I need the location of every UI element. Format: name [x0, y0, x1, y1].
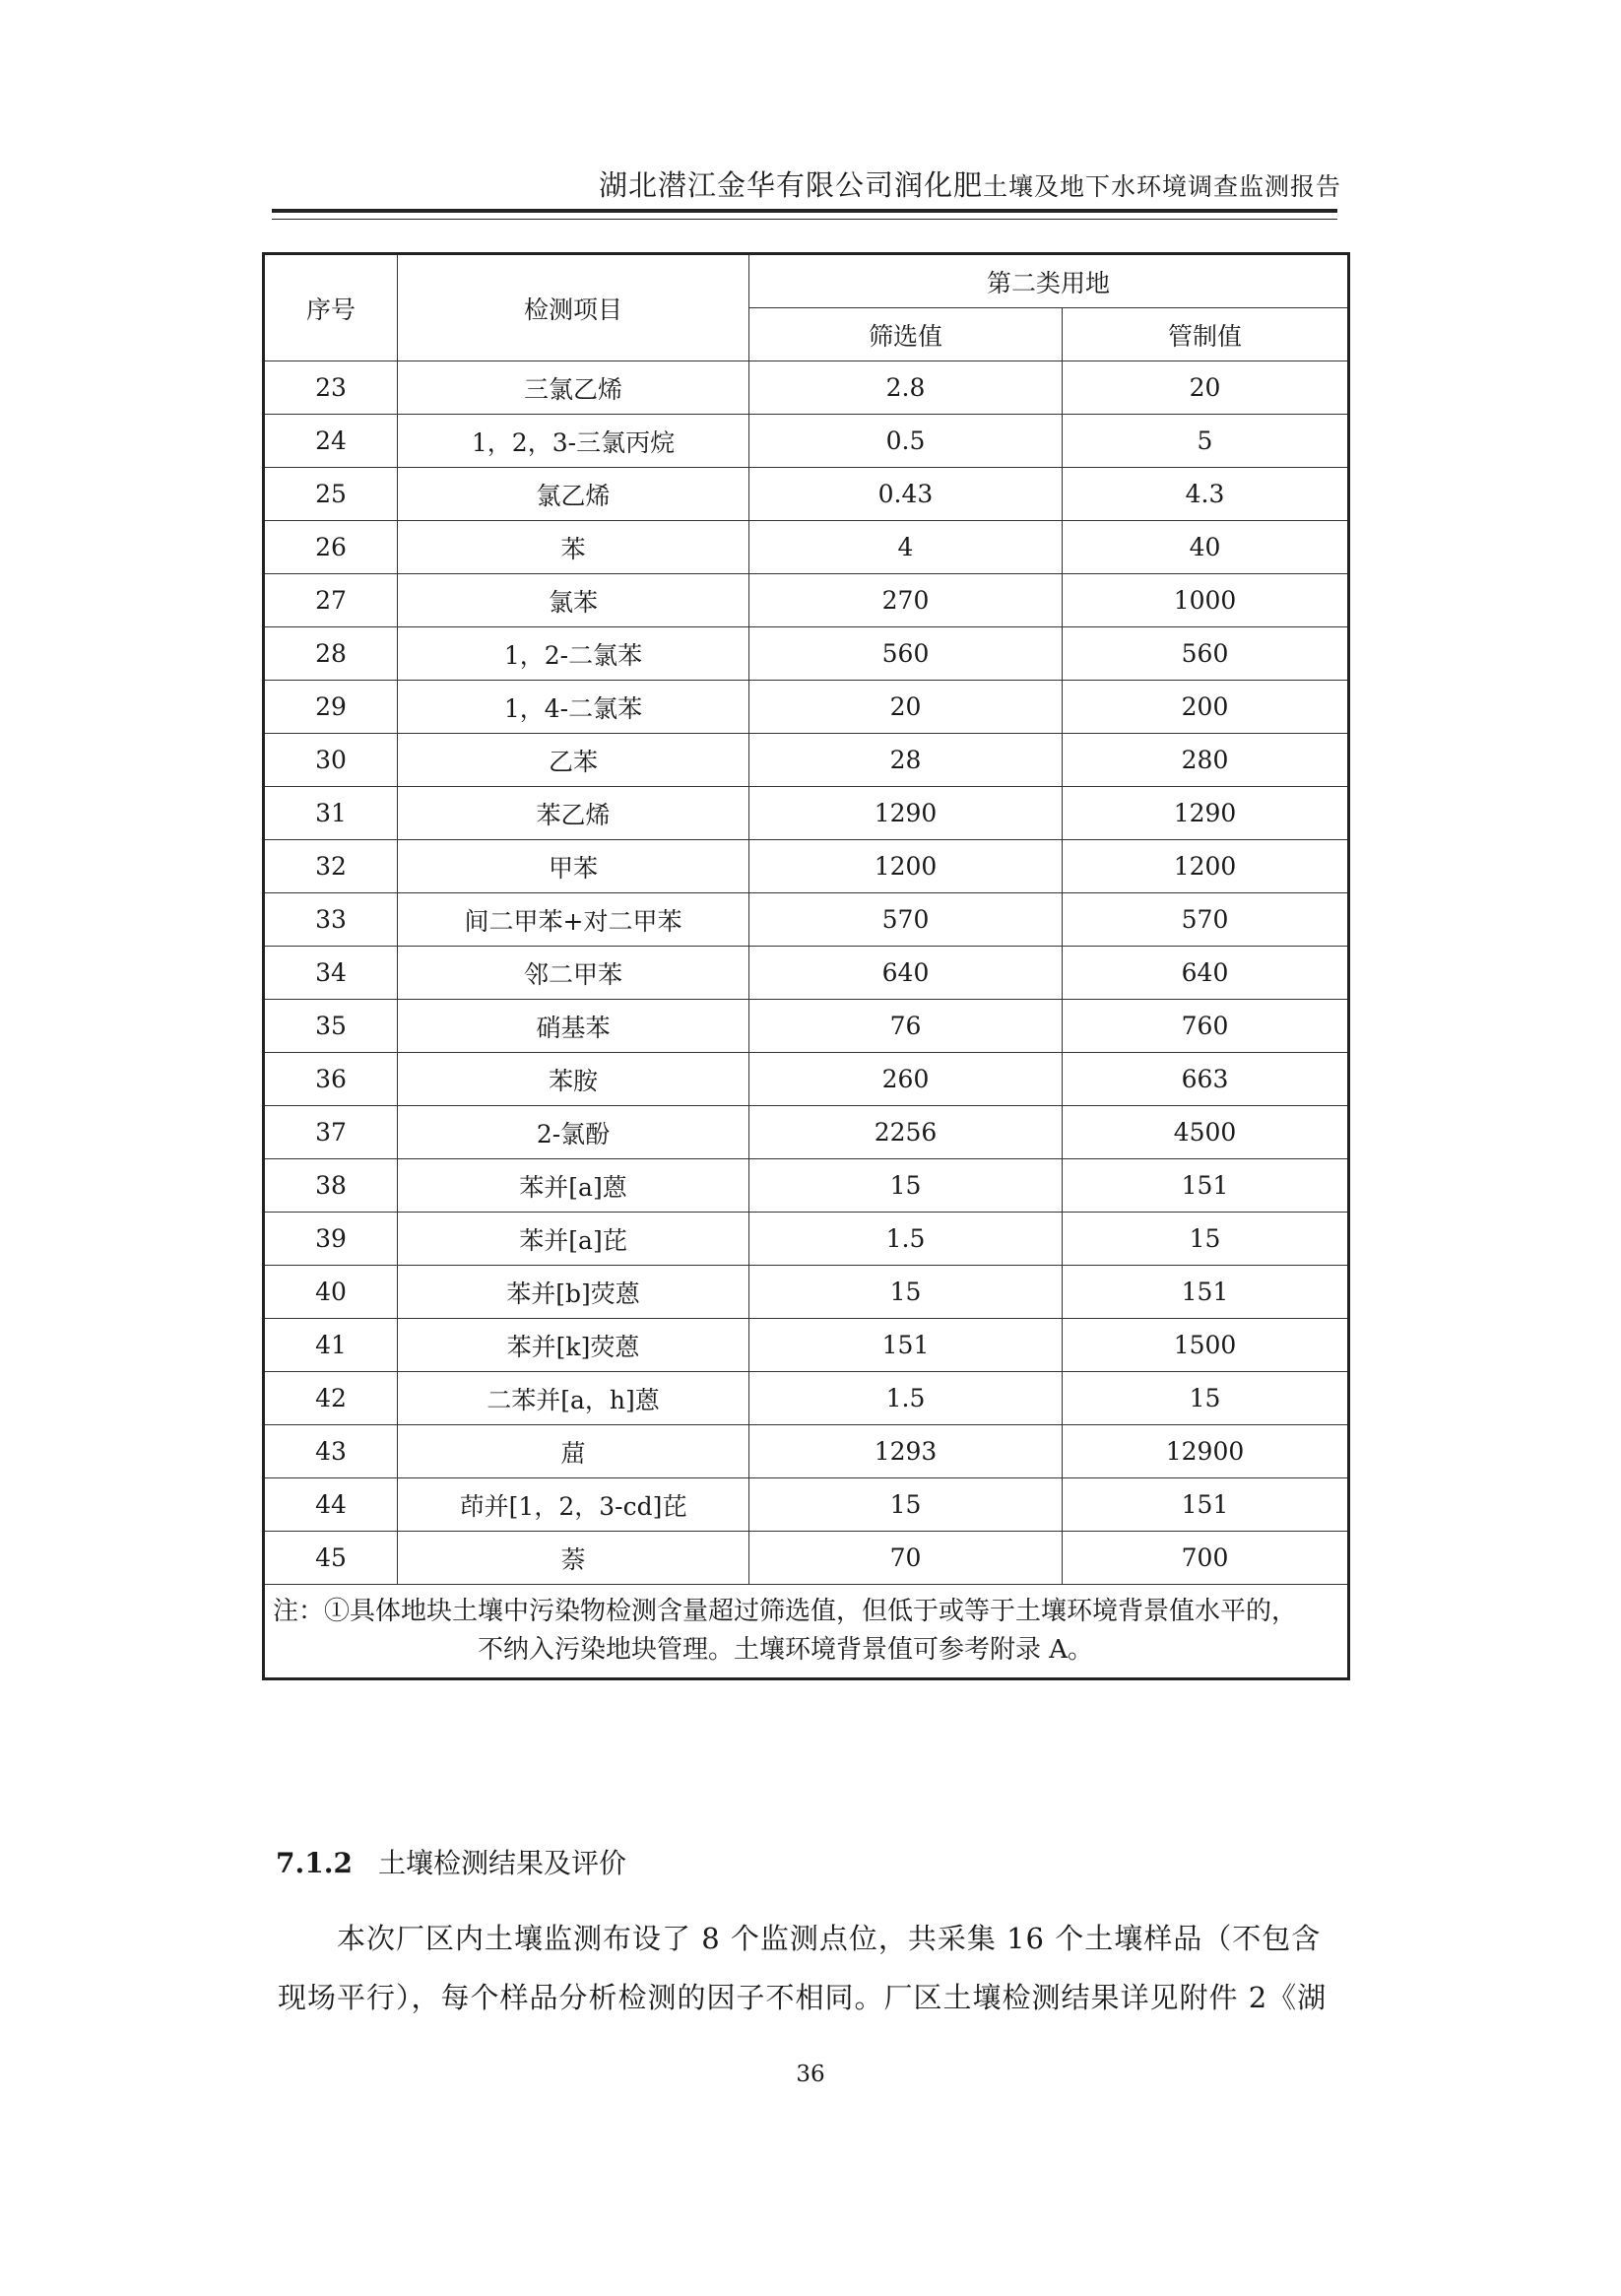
cell-screening-value: 20: [749, 681, 1063, 734]
table-row: [264, 627, 1349, 681]
table-row: [264, 787, 1349, 840]
cell-screening-value: 0.43: [749, 468, 1063, 521]
cell-screening-value: 15: [749, 1266, 1063, 1319]
table-row: [264, 1266, 1349, 1319]
cell-seq: 25: [264, 468, 398, 521]
cell-control-value: 200: [1063, 681, 1349, 734]
cell-control-value: 1500: [1063, 1319, 1349, 1372]
cell-screening-value: 28: [749, 734, 1063, 787]
cell-item: 氯苯: [398, 574, 749, 627]
cell-screening-value: 2256: [749, 1106, 1063, 1159]
cell-screening-value: 1293: [749, 1425, 1063, 1478]
section-heading: [276, 1842, 626, 1881]
table-row: [264, 1478, 1349, 1532]
cell-item: 苯: [398, 521, 749, 574]
header-item: 检测项目: [398, 254, 749, 361]
cell-item: 2-氯酚: [398, 1106, 749, 1159]
cell-control-value: 1290: [1063, 787, 1349, 840]
cell-control-value: 560: [1063, 627, 1349, 681]
cell-item: 苯并[k]荧蒽: [398, 1319, 749, 1372]
cell-control-value: 1000: [1063, 574, 1349, 627]
table-row: [264, 681, 1349, 734]
cell-control-value: 151: [1063, 1478, 1349, 1532]
cell-screening-value: 640: [749, 947, 1063, 1000]
table-row: [264, 468, 1349, 521]
table-row: [264, 947, 1349, 1000]
cell-seq: 37: [264, 1106, 398, 1159]
cell-seq: 36: [264, 1053, 398, 1106]
cell-control-value: 151: [1063, 1159, 1349, 1213]
cell-item: 䓛: [398, 1425, 749, 1478]
section-title: 土壤检测结果及评价: [377, 1847, 626, 1879]
cell-item: 乙苯: [398, 734, 749, 787]
table-row: [264, 1372, 1349, 1425]
cell-control-value: 40: [1063, 521, 1349, 574]
cell-seq: 33: [264, 893, 398, 947]
cell-seq: 26: [264, 521, 398, 574]
header-rule-thick: [272, 209, 1337, 213]
cell-screening-value: 1.5: [749, 1213, 1063, 1266]
cell-seq: 39: [264, 1213, 398, 1266]
cell-control-value: 4.3: [1063, 468, 1349, 521]
cell-screening-value: 2.8: [749, 361, 1063, 415]
header-control-value: 管制值: [1063, 308, 1349, 361]
table-note: [264, 1585, 1349, 1679]
header-title-sub: 土壤及地下水环境调查监测报告: [982, 172, 1341, 201]
table-row: [264, 415, 1349, 468]
cell-seq: 27: [264, 574, 398, 627]
cell-control-value: 151: [1063, 1266, 1349, 1319]
cell-screening-value: 15: [749, 1159, 1063, 1213]
table-row: [264, 1106, 1349, 1159]
cell-item: 氯乙烯: [398, 468, 749, 521]
cell-screening-value: 15: [749, 1478, 1063, 1532]
cell-seq: 35: [264, 1000, 398, 1053]
cell-control-value: 280: [1063, 734, 1349, 787]
header-screening-value: 筛选值: [749, 308, 1063, 361]
table-row: [264, 1319, 1349, 1372]
cell-item: 间二甲苯+对二甲苯: [398, 893, 749, 947]
table-row: [264, 893, 1349, 947]
cell-screening-value: 1290: [749, 787, 1063, 840]
cell-control-value: 20: [1063, 361, 1349, 415]
cell-control-value: 700: [1063, 1532, 1349, 1585]
header-land-class: 第二类用地: [749, 254, 1349, 308]
table-row: [264, 1000, 1349, 1053]
cell-item: 邻二甲苯: [398, 947, 749, 1000]
section-number: 7.1.2: [276, 1847, 353, 1879]
soil-standard-table: [262, 252, 1350, 1680]
table-row: [264, 361, 1349, 415]
cell-screening-value: 270: [749, 574, 1063, 627]
cell-seq: 34: [264, 947, 398, 1000]
cell-seq: 30: [264, 734, 398, 787]
cell-control-value: 663: [1063, 1053, 1349, 1106]
table-row: [264, 1053, 1349, 1106]
cell-seq: 32: [264, 840, 398, 893]
table-row: [264, 1213, 1349, 1266]
cell-control-value: 15: [1063, 1213, 1349, 1266]
cell-item: 1，2-二氯苯: [398, 627, 749, 681]
cell-seq: 42: [264, 1372, 398, 1425]
cell-screening-value: 4: [749, 521, 1063, 574]
cell-seq: 31: [264, 787, 398, 840]
cell-control-value: 4500: [1063, 1106, 1349, 1159]
table-row: [264, 1425, 1349, 1478]
table-header-row: [264, 254, 1349, 308]
cell-item: 苯并[a]芘: [398, 1213, 749, 1266]
table-row: [264, 840, 1349, 893]
cell-seq: 44: [264, 1478, 398, 1532]
table-row: [264, 1532, 1349, 1585]
report-header-title: [276, 167, 1341, 205]
header-title-main: 湖北潜江金华有限公司润化肥: [598, 168, 983, 202]
cell-seq: 29: [264, 681, 398, 734]
cell-screening-value: 260: [749, 1053, 1063, 1106]
table-note-line2: 不纳入污染地块管理。土壤环境背景值可参考附录 A。: [478, 1635, 1094, 1665]
cell-seq: 23: [264, 361, 398, 415]
cell-seq: 24: [264, 415, 398, 468]
page-number: 36: [796, 2062, 825, 2087]
table-row: [264, 734, 1349, 787]
cell-screening-value: 1.5: [749, 1372, 1063, 1425]
cell-seq: 40: [264, 1266, 398, 1319]
cell-screening-value: 70: [749, 1532, 1063, 1585]
cell-item: 苯乙烯: [398, 787, 749, 840]
header-seq: 序号: [264, 254, 398, 361]
cell-control-value: 1200: [1063, 840, 1349, 893]
table-note-line1: 注：①具体地块土壤中污染物检测含量超过筛选值，但低于或等于土壤环境背景值水平的，: [273, 1597, 1298, 1626]
cell-screening-value: 560: [749, 627, 1063, 681]
cell-item: 苯胺: [398, 1053, 749, 1106]
cell-seq: 43: [264, 1425, 398, 1478]
cell-seq: 45: [264, 1532, 398, 1585]
cell-item: 硝基苯: [398, 1000, 749, 1053]
cell-item: 1，4-二氯苯: [398, 681, 749, 734]
cell-item: 1，2，3-三氯丙烷: [398, 415, 749, 468]
cell-item: 甲苯: [398, 840, 749, 893]
cell-seq: 38: [264, 1159, 398, 1213]
cell-screening-value: 151: [749, 1319, 1063, 1372]
cell-control-value: 15: [1063, 1372, 1349, 1425]
table-body: [264, 361, 1349, 1585]
table-foot: [264, 1585, 1349, 1679]
cell-control-value: 5: [1063, 415, 1349, 468]
cell-screening-value: 0.5: [749, 415, 1063, 468]
cell-item: 苯并[b]荧蒽: [398, 1266, 749, 1319]
header-rule-thin: [272, 219, 1337, 220]
cell-seq: 28: [264, 627, 398, 681]
cell-item: 萘: [398, 1532, 749, 1585]
table-note-row: [264, 1585, 1349, 1679]
table-head: [264, 254, 1349, 361]
table-row: [264, 1159, 1349, 1213]
cell-control-value: 12900: [1063, 1425, 1349, 1478]
cell-item: 苯并[a]蒽: [398, 1159, 749, 1213]
cell-screening-value: 570: [749, 893, 1063, 947]
cell-control-value: 760: [1063, 1000, 1349, 1053]
cell-screening-value: 76: [749, 1000, 1063, 1053]
cell-item: 茚并[1，2，3-cd]芘: [398, 1478, 749, 1532]
cell-seq: 41: [264, 1319, 398, 1372]
body-paragraph: 本次厂区内土壤监测布设了 8 个监测点位，共采集 16 个土壤样品（不包含现场平行），每个样品分析检测的因子不相同。厂区土壤检测结果详见附件 2《湖: [278, 1922, 1328, 2014]
cell-control-value: 640: [1063, 947, 1349, 1000]
cell-item: 三氯乙烯: [398, 361, 749, 415]
table-row: [264, 574, 1349, 627]
cell-item: 二苯并[a，h]蒽: [398, 1372, 749, 1425]
table-row: [264, 521, 1349, 574]
cell-screening-value: 1200: [749, 840, 1063, 893]
cell-control-value: 570: [1063, 893, 1349, 947]
